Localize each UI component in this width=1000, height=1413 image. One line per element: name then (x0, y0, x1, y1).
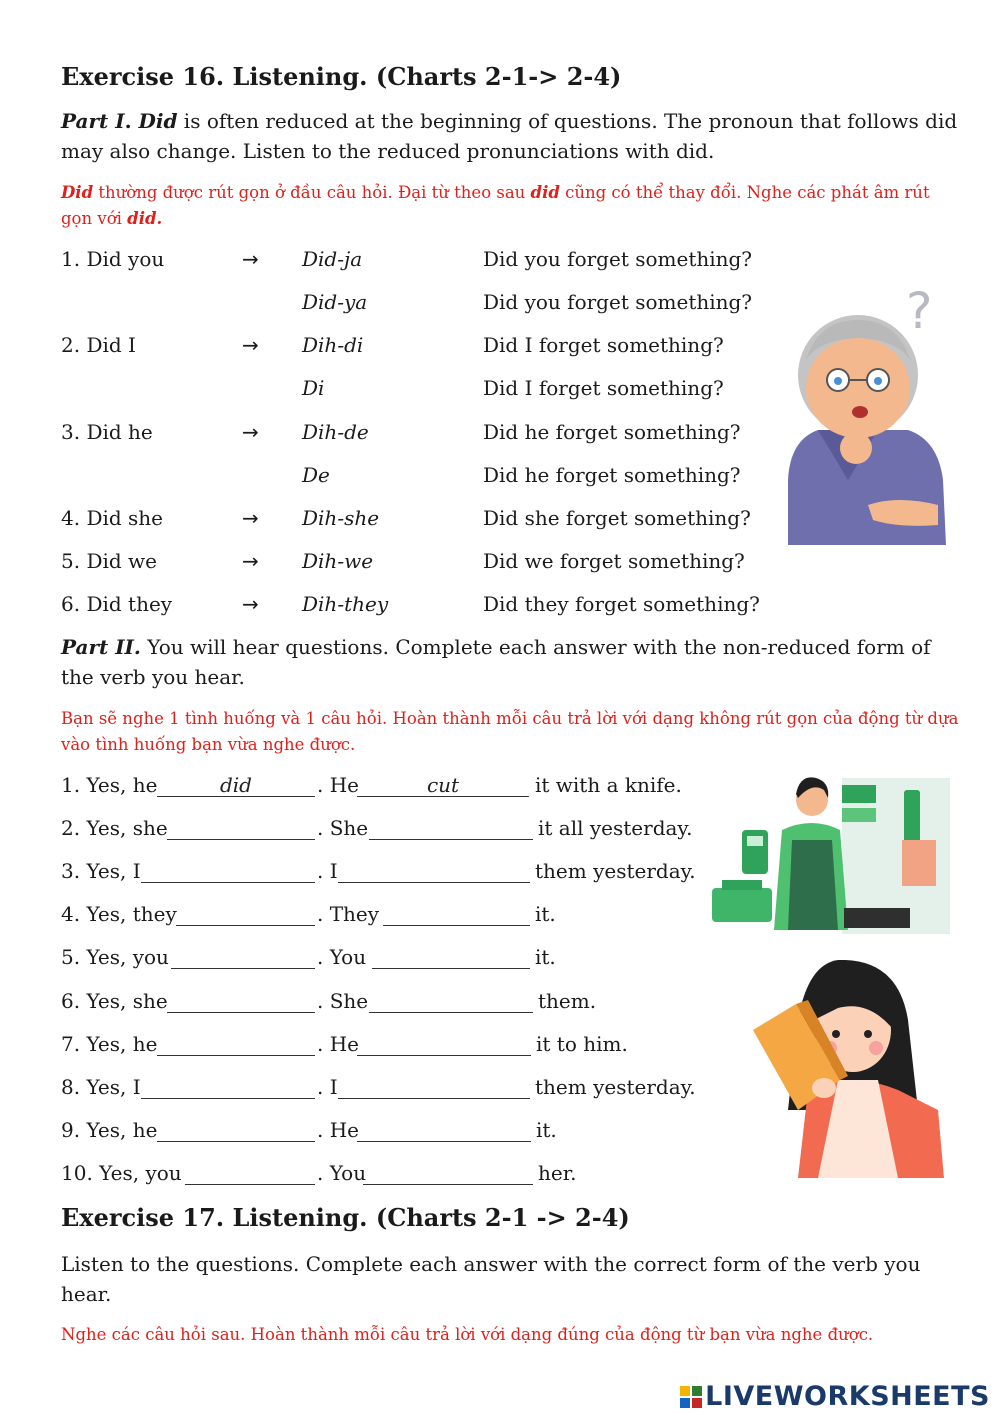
part1-instructions: Part I. Did is often reduced at the beginning of questions. The pronoun that follows did may also change. Listen to the reduced pronunciations with did. (61, 109, 958, 163)
shop-woman-illustration (712, 770, 952, 936)
answer-blank-1[interactable] (157, 774, 315, 797)
vn-did: Did (61, 183, 94, 202)
part1-vn-instructions (61, 180, 961, 232)
part2-text: You will hear questions. Complete each answer with the non-reduced form of the verb you hear. (61, 635, 931, 689)
answer-middle: . He (317, 1118, 359, 1142)
row-form: 2. Did I (61, 333, 136, 357)
answer-prefix: 4. Yes, they (61, 902, 177, 926)
vn-did2: did (530, 183, 560, 202)
arrow-icon: → (242, 549, 259, 573)
exercise-17-vn-instructions: Nghe các câu hỏi sau. Hoàn thành mỗi câu trả lời với dạng đúng của động từ bạn vừa nghe được. (61, 1325, 874, 1344)
answer-blank-1[interactable] (157, 1119, 315, 1142)
answer-middle: . She (317, 816, 369, 840)
reduced-form: Dih-de (302, 420, 369, 444)
answer-blank-1[interactable] (157, 1033, 315, 1056)
exercise-16-title: Exercise 16. Listening. (Charts 2-1-> 2-4) (61, 62, 622, 91)
answer-middle: . You (317, 1161, 367, 1185)
arrow-icon: → (242, 506, 259, 530)
reading-girl-illustration (748, 960, 950, 1178)
liveworksheets-logo-icon (680, 1386, 702, 1408)
row-form: 3. Did he (61, 420, 153, 444)
part1-label: Part I (61, 109, 125, 133)
answer-middle: . You (317, 945, 367, 969)
example-sentence: Did they forget something? (483, 592, 760, 616)
answer-suffix: them. (538, 989, 597, 1013)
answer-blank-1[interactable] (167, 817, 315, 840)
row-form: 5. Did we (61, 549, 157, 573)
answer-blank-1[interactable] (141, 860, 315, 883)
reduced-form: Dih-we (302, 549, 374, 573)
answer-middle: . She (317, 989, 369, 1013)
answer-middle: . He (317, 773, 359, 797)
part2-instructions (61, 632, 961, 692)
example-sentence: Did I forget something? (483, 376, 724, 400)
answer-prefix: 6. Yes, she (61, 989, 168, 1013)
example-sentence: Did you forget something? (483, 290, 753, 314)
vn-text1: thường được rút gọn ở đầu câu hỏi. Đại từ theo sau (93, 183, 531, 202)
row-form: 1. Did you (61, 247, 165, 271)
reduced-form: De (302, 463, 330, 487)
shopping-bag-icon (902, 840, 936, 886)
answer-blank-1[interactable] (141, 1076, 315, 1099)
question-mark-icon: ? (906, 282, 933, 340)
vn-did3: did. (127, 209, 163, 228)
reduced-form: Di (302, 376, 325, 400)
reduced-form: Dih-di (302, 333, 364, 357)
answer-prefix: 3. Yes, I (61, 859, 141, 883)
answer-blank-2[interactable] (338, 860, 530, 883)
answer-suffix: them yesterday. (535, 1075, 696, 1099)
reduced-form: Did-ya (302, 290, 368, 314)
vn-text2: cũng có thể thay đổi. Nghe các phát âm rút gọn với (61, 183, 930, 228)
answer-prefix: 7. Yes, he (61, 1032, 158, 1056)
answer-blank-1[interactable] (185, 1162, 315, 1185)
part1-text: is often reduced at the beginning of questions. The pronoun that follows did may also change. Listen to the reduced pronunciations with did. (61, 109, 958, 163)
answer-blank-2[interactable] (363, 1162, 533, 1185)
part2-label: Part II. (61, 635, 141, 659)
example-sentence: Did he forget something? (483, 463, 741, 487)
row-form: 4. Did she (61, 506, 164, 530)
answer-blank-2[interactable] (357, 774, 529, 797)
answer-prefix: 9. Yes, he (61, 1118, 158, 1142)
arrow-icon: → (242, 247, 259, 271)
answer-blank-2[interactable] (357, 1033, 531, 1056)
answer-blank-2[interactable] (372, 946, 530, 969)
answer-blank-2[interactable] (338, 1076, 530, 1099)
reduced-form: Dih-she (302, 506, 380, 530)
answer-blank-1[interactable] (167, 990, 315, 1013)
did-word: Did (138, 109, 178, 133)
arrow-icon: → (242, 420, 259, 444)
answer-suffix: it. (536, 1118, 557, 1142)
exercise-17-title: Exercise 17. Listening. (Charts 2-1 -> 2-4) (61, 1203, 630, 1232)
answer-prefix: 1. Yes, he (61, 773, 158, 797)
answer-prefix: 5. Yes, you (61, 945, 169, 969)
answer-prefix: 10. Yes, you (61, 1161, 182, 1185)
example-sentence: Did she forget something? (483, 506, 751, 530)
answer-blank-2[interactable] (383, 903, 530, 926)
answer-middle: . They (317, 902, 380, 926)
answer-suffix: it to him. (536, 1032, 628, 1056)
answer-prefix: 2. Yes, she (61, 816, 168, 840)
example-sentence: Did he forget something? (483, 420, 741, 444)
answer-middle: . I (317, 1075, 338, 1099)
answer-blank-2[interactable] (357, 1119, 531, 1142)
answer-suffix: it with a knife. (535, 773, 682, 797)
example-sentence: Did you forget something? (483, 247, 753, 271)
part2-vn-instructions: Bạn sẽ nghe 1 tình huống và 1 câu hỏi. Hoàn thành mỗi câu trả lời với dạng không rút gọn của động từ dựa vào tình huống bạn vừa nghe được. (61, 709, 959, 754)
answer-prefix: 8. Yes, I (61, 1075, 141, 1099)
reduced-form: Dih-they (302, 592, 389, 616)
answer-suffix: it all yesterday. (538, 816, 693, 840)
answer-blank-2[interactable] (369, 817, 533, 840)
answer-suffix: her. (538, 1161, 577, 1185)
liveworksheets-logo[interactable] (680, 1381, 990, 1412)
thinking-man-illustration (778, 280, 950, 550)
answer-blank-1[interactable] (171, 946, 315, 969)
logo-text: LIVEWORKSHEETS (705, 1381, 990, 1412)
answer-middle: . He (317, 1032, 359, 1056)
answer-blank-1[interactable] (176, 903, 315, 926)
answer-suffix: it. (535, 945, 556, 969)
exercise-17-instructions: Listen to the questions. Complete each answer with the correct form of the verb you hear. (61, 1252, 921, 1306)
answer-suffix: them yesterday. (535, 859, 696, 883)
answer-blank-2[interactable] (369, 990, 533, 1013)
cash-icon (842, 785, 876, 803)
arrow-icon: → (242, 592, 259, 616)
reduced-form: Did-ja (302, 247, 363, 271)
arrow-icon: → (242, 333, 259, 357)
row-form: 6. Did they (61, 592, 173, 616)
example-sentence: Did I forget something? (483, 333, 724, 357)
answer-suffix: it. (535, 902, 556, 926)
answer-middle: . I (317, 859, 338, 883)
example-sentence: Did we forget something? (483, 549, 745, 573)
